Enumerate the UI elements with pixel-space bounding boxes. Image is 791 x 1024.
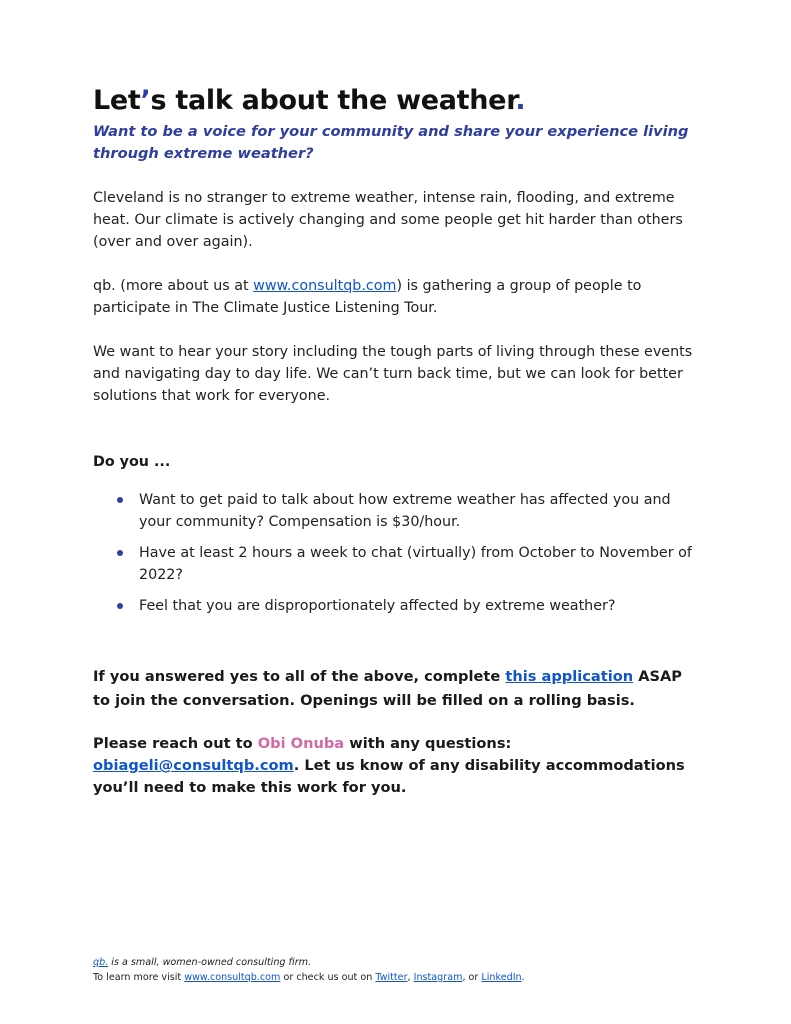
about-text-before: qb. (more about us at	[93, 278, 254, 294]
intro-paragraph: Cleveland is no stranger to extreme weather, intense rain, flooding, and extreme heat. Our climate is actively changing and some people get hit harder than others (over and over again).	[93, 190, 683, 250]
footer-line-2	[93, 970, 713, 985]
criteria-text: Want to get paid to talk about how extreme weather has affected you and your community? Compensation is $30/hour.	[139, 492, 671, 530]
title-apostrophe: ’	[140, 85, 151, 116]
subtitle: Want to be a voice for your community and share your experience living through extreme weather?	[93, 123, 689, 162]
apply-callout	[93, 665, 703, 713]
bullet-icon	[117, 603, 123, 609]
email-link[interactable]: obiageli@consultqb.com	[93, 757, 294, 774]
contact-text-after: . Let us know of any disability accommodations you’ll need to make this work for you.	[93, 757, 685, 796]
flyer-content	[93, 84, 703, 799]
contact-text-middle: with any questions:	[344, 735, 512, 752]
instagram-link[interactable]: Instagram	[413, 972, 463, 983]
criteria-list	[93, 489, 703, 617]
footer-separator: , or	[462, 972, 482, 983]
footer-line-1	[93, 955, 713, 970]
list-item	[139, 489, 703, 533]
footer-separator: ,	[407, 972, 414, 983]
contact-name: Obi Onuba	[257, 735, 345, 752]
contact-text-before: Please reach out to	[93, 735, 258, 752]
list-item	[139, 595, 703, 617]
about-paragraph	[93, 275, 703, 319]
bullet-icon	[117, 550, 123, 556]
linkedin-link[interactable]: LinkedIn	[481, 972, 522, 983]
apply-text-after: ASAP to join the conversation. Openings will be filled on a rolling basis.	[93, 668, 683, 709]
footer-website-link[interactable]: www.consultqb.com	[184, 972, 281, 983]
title-dot: .	[515, 85, 526, 116]
footer	[93, 955, 713, 985]
story-paragraph: We want to hear your story including the tough parts of living through these events and navigating day to day life. We can’t turn back time, but we can look for better solutions that work for everyone.	[93, 344, 693, 404]
criteria-text: Have at least 2 hours a week to chat (virtually) from October to November of 2022?	[139, 545, 692, 583]
criteria-text: Feel that you are disproportionately affected by extreme weather?	[139, 598, 616, 614]
bullet-icon	[117, 497, 123, 503]
title-part-2: s talk about the weather	[150, 85, 516, 116]
footer-end: .	[521, 972, 525, 983]
qb-link[interactable]: qb.	[93, 957, 109, 968]
website-link[interactable]: www.consultqb.com	[253, 278, 397, 294]
footer-learn-text: To learn more visit	[93, 972, 185, 983]
do-you-heading: Do you ...	[93, 454, 171, 470]
page-title	[93, 84, 703, 118]
about-text-after: ) is gathering a group of people to participate in The Climate Justice Listening Tour.	[93, 278, 642, 316]
title-part-1: Let	[93, 85, 141, 116]
footer-check-text: or check us out on	[280, 972, 376, 983]
contact-callout	[93, 733, 703, 799]
application-link[interactable]: this application	[505, 668, 634, 685]
apply-text-before: If you answered yes to all of the above, complete	[93, 668, 506, 685]
twitter-link[interactable]: Twitter	[375, 972, 408, 983]
footer-tagline: is a small, women-owned consulting firm.	[108, 957, 312, 968]
list-item	[139, 542, 703, 586]
